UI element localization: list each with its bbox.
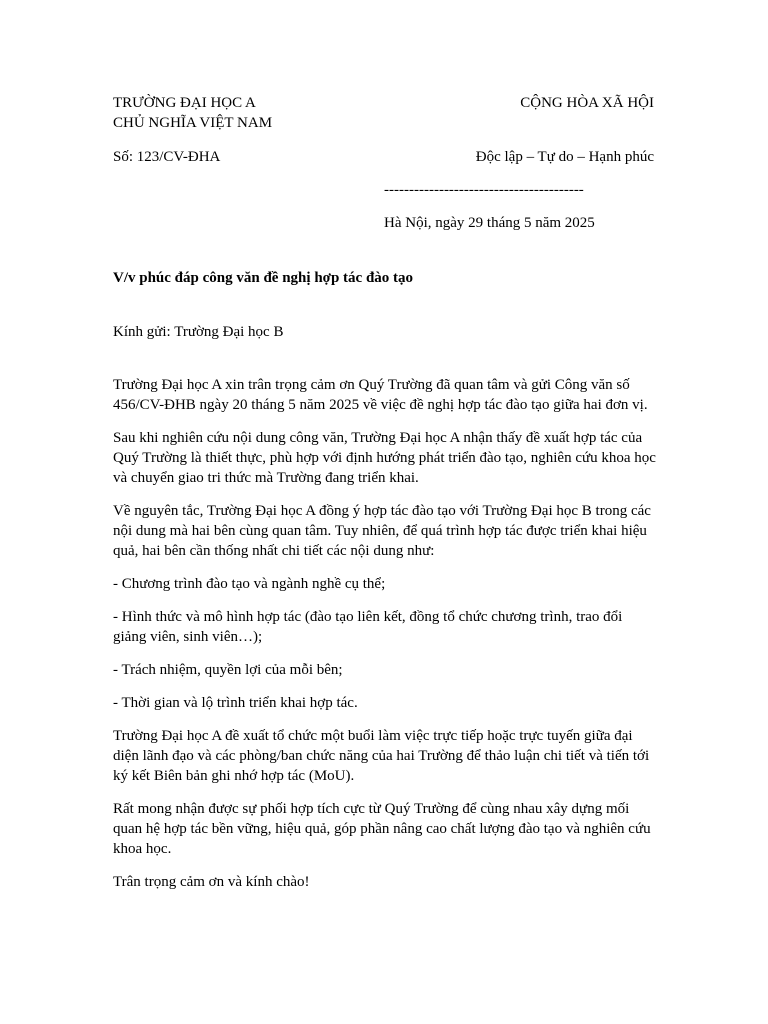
header-separator: ---------------------------------------- bbox=[384, 182, 584, 198]
body-paragraph: Trường Đại học A đề xuất tổ chức một buổi làm việc trực tiếp hoặc trực tuyến giữa đại diện lãnh đạo và các phòng/ban chức năng của hai Trường để thảo luận chi tiết và tiến tới ký kết Biên bản ghi nhớ hợp tác (MoU). bbox=[113, 728, 650, 784]
letter-body bbox=[113, 375, 658, 905]
place-date: Hà Nội, ngày 29 tháng 5 năm 2025 bbox=[384, 215, 595, 231]
subject-line: V/v phúc đáp công văn đề nghị hợp tác đào tạo bbox=[113, 270, 414, 286]
document-number: Số: 123/CV-ĐHA bbox=[113, 149, 221, 165]
body-paragraph: Về nguyên tắc, Trường Đại học A đồng ý hợp tác đào tạo với Trường Đại học B trong các nội dung mà hai bên cùng quan tâm. Tuy nhiên, để quá trình hợp tác được triển khai hiệu quả, hai bên cần thống nhất chi tiết các nội dung như: bbox=[113, 503, 651, 559]
list-item: - Hình thức và mô hình hợp tác (đào tạo liên kết, đồng tổ chức chương trình, trao đổi giảng viên, sinh viên…); bbox=[113, 609, 623, 645]
body-paragraph: Trường Đại học A xin trân trọng cảm ơn Quý Trường đã quan tâm và gửi Công văn số 456/CV-ĐHB ngày 20 tháng 5 năm 2025 về việc đề nghị hợp tác đào tạo giữa hai đơn vị. bbox=[113, 377, 648, 413]
republic-line-2: CHỦ NGHĨA VIỆT NAM bbox=[113, 115, 273, 131]
body-paragraph: Sau khi nghiên cứu nội dung công văn, Trường Đại học A nhận thấy đề xuất hợp tác của Quý Trường là thiết thực, phù hợp với định hướng phát triển đào tạo, nghiên cứu khoa học và chuyển giao tri thức mà Trường đang triển khai. bbox=[113, 430, 656, 486]
list-item: - Trách nhiệm, quyền lợi của mỗi bên; bbox=[113, 662, 343, 678]
recipient-line: Kính gửi: Trường Đại học B bbox=[113, 324, 284, 340]
body-paragraph: Rất mong nhận được sự phối hợp tích cực từ Quý Trường để cùng nhau xây dựng mối quan hệ hợp tác bền vững, hiệu quả, góp phần nâng cao chất lượng đào tạo và nghiên cứu khoa học. bbox=[113, 801, 651, 857]
list-item: - Thời gian và lộ trình triển khai hợp tác. bbox=[113, 695, 358, 711]
school-name: TRƯỜNG ĐẠI HỌC A bbox=[113, 95, 256, 111]
republic-line-1: CỘNG HÒA XÃ HỘI bbox=[520, 95, 654, 111]
list-item: - Chương trình đào tạo và ngành nghề cụ thể; bbox=[113, 576, 386, 592]
closing-line: Trân trọng cảm ơn và kính chào! bbox=[113, 874, 310, 890]
national-motto: Độc lập – Tự do – Hạnh phúc bbox=[475, 149, 654, 165]
